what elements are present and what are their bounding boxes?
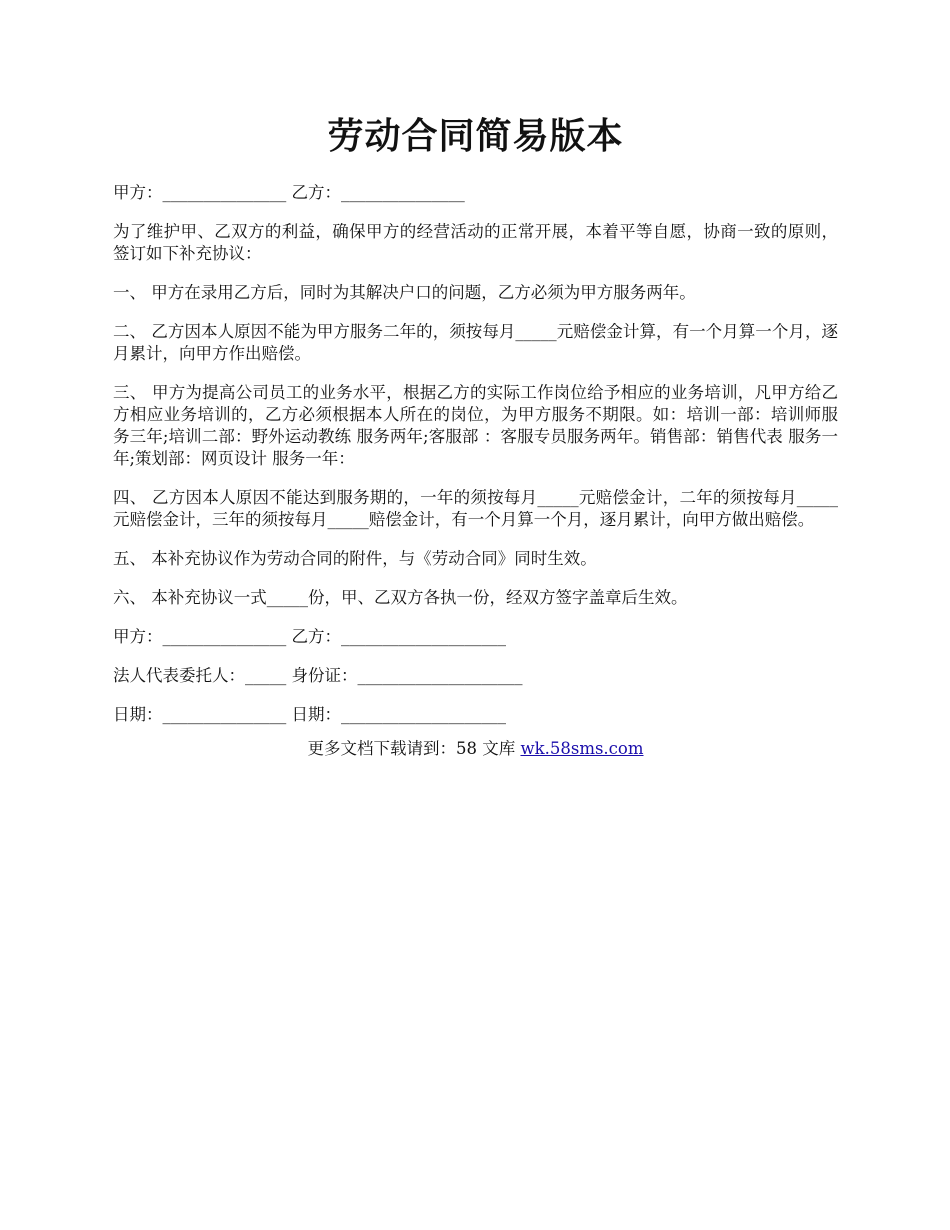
- representative-id-line: 法人代表委托人：_____ 身份证：____________________: [113, 666, 523, 685]
- document-title: 劳动合同简易版本: [327, 115, 624, 157]
- intro-paragraph: 为了维护甲、乙双方的利益，确保甲方的经营活动的正常开展，本着平等自愿，协商一致的原则，签订如下补充协议：: [113, 222, 838, 263]
- clause-1: 一、 甲方在录用乙方后，同时为其解决户口的问题，乙方必须为甲方服务两年。: [113, 283, 696, 302]
- signature-parties-line: 甲方：_______________ 乙方：____________________: [113, 627, 506, 646]
- clause-6: 六、 本补充协议一式_____份，甲、乙双方各执一份，经双方签字盖章后生效。: [113, 588, 688, 607]
- clause-5: 五、 本补充协议作为劳动合同的附件，与《劳动合同》同时生效。: [113, 549, 597, 568]
- date-line: 日期：_______________ 日期：____________________: [113, 705, 506, 724]
- download-footer: [113, 738, 838, 760]
- clause-3: 三、 甲方为提高公司员工的业务水平，根据乙方的实际工作岗位给予相应的业务培训，凡甲方给乙方相应业务培训的，乙方必须根据本人所在的岗位，为甲方服务不期限。如：培训一部：培训师服务三年;培训二部：野外运动教练 服务两年;客服部 ：客服专员服务两年。销售部：销售代表 服务一年;策划部：网页设计 服务一年：: [113, 383, 838, 468]
- footer-link[interactable]: wk.58sms.com: [520, 739, 644, 758]
- clause-4: 四、 乙方因本人原因不能达到服务期的，一年的须按每月_____元赔偿金计，二年的须按每月_____元赔偿金计，三年的须按每月_____赔偿金计，有一个月算一个月，逐月累计，向甲方做出赔偿。: [113, 488, 838, 529]
- parties-line: 甲方：_______________ 乙方：_______________: [113, 183, 465, 202]
- footer-text: 更多文档下载请到：58 文库: [307, 739, 521, 758]
- clause-2: 二、 乙方因本人原因不能为甲方服务二年的，须按每月_____元赔偿金计算，有一个月算一个月，逐月累计，向甲方作出赔偿。: [113, 322, 838, 363]
